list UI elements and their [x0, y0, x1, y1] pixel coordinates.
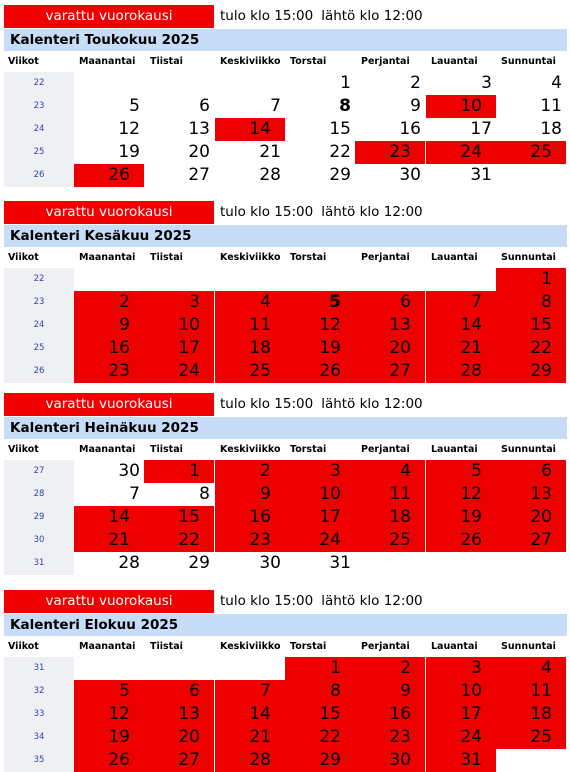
- day-cell: 4: [551, 73, 562, 93]
- empty-day-cell: [215, 72, 285, 95]
- day-cell: 31: [426, 749, 496, 772]
- day-cell: 15: [329, 119, 351, 139]
- departure-time: lähtö klo 12:00: [321, 396, 423, 412]
- day-cell: 10: [426, 95, 496, 118]
- day-cell: 18: [496, 703, 566, 726]
- week-number: 23: [4, 95, 74, 118]
- week-number: 29: [4, 506, 74, 529]
- day-cell: 22: [285, 726, 355, 749]
- day-cell: 7: [270, 96, 281, 116]
- arrival-time: tulo klo 15:00: [220, 396, 314, 412]
- day-cell: 1: [144, 460, 214, 483]
- booked-legend-box: varattu vuorokausi: [4, 5, 214, 28]
- day-cell: 23: [215, 529, 285, 552]
- day-cell: 29: [496, 360, 566, 383]
- week-row: [4, 483, 567, 506]
- week-row: [4, 703, 567, 726]
- calendar-title: Kalenteri Heinäkuu 2025: [4, 417, 567, 439]
- day-cell: 14: [215, 703, 285, 726]
- day-cell: 4: [496, 657, 566, 680]
- day-cell: 21: [74, 529, 144, 552]
- week-number: 26: [4, 164, 74, 187]
- day-cell: 1: [340, 73, 351, 93]
- day-cell: 6: [496, 460, 566, 483]
- day-cell: 2: [355, 657, 425, 680]
- day-cell: 19: [118, 142, 140, 162]
- day-cell: 23: [74, 360, 144, 383]
- day-cell: 5: [74, 680, 144, 703]
- empty-day-cell: [215, 268, 285, 291]
- empty-day-cell: [355, 268, 425, 291]
- week-number: 31: [4, 657, 74, 680]
- arrival-time: tulo klo 15:00: [220, 204, 314, 220]
- arrival-time: tulo klo 15:00: [220, 8, 314, 24]
- day-cell: 26: [74, 164, 144, 187]
- day-cell: 15: [285, 703, 355, 726]
- day-cell: 18: [355, 506, 425, 529]
- checkin-times: [220, 201, 431, 224]
- weekday-label: Torstai: [290, 56, 327, 67]
- week-row: [4, 749, 567, 772]
- day-cell: 12: [426, 483, 496, 506]
- week-column-header: Viikot: [8, 641, 39, 652]
- departure-time: lähtö klo 12:00: [321, 204, 423, 220]
- day-cell: 11: [540, 96, 562, 116]
- arrival-time: tulo klo 15:00: [220, 593, 314, 609]
- day-cell: 24: [426, 726, 496, 749]
- day-cell: 2: [410, 73, 421, 93]
- empty-day-cell: [74, 657, 144, 680]
- empty-day-cell: [496, 164, 566, 187]
- empty-day-cell: [355, 552, 425, 575]
- empty-day-cell: [144, 657, 214, 680]
- day-cell: 21: [259, 142, 281, 162]
- day-cell: 12: [118, 119, 140, 139]
- day-cell: 28: [259, 165, 281, 185]
- week-row: [4, 680, 567, 703]
- week-row: [4, 95, 567, 118]
- week-row: [4, 314, 567, 337]
- day-cell: 14: [215, 118, 285, 141]
- day-cell: 10: [426, 680, 496, 703]
- weekday-label: Tiistai: [150, 641, 183, 652]
- week-row: [4, 118, 567, 141]
- day-cell: 25: [496, 726, 566, 749]
- checkin-times: [220, 5, 431, 28]
- weekday-label: Lauantai: [431, 56, 478, 67]
- day-cell: 21: [426, 337, 496, 360]
- week-row: [4, 268, 567, 291]
- day-cell: 23: [355, 726, 425, 749]
- day-cell: 19: [426, 506, 496, 529]
- empty-day-cell: [144, 268, 214, 291]
- weekday-label: Maanantai: [79, 444, 136, 455]
- booked-legend-box: varattu vuorokausi: [4, 393, 214, 416]
- day-cell: 17: [426, 703, 496, 726]
- day-cell: 6: [199, 96, 210, 116]
- weekday-label: Sunnuntai: [501, 641, 556, 652]
- day-cell: 5: [129, 96, 140, 116]
- booked-legend-box: varattu vuorokausi: [4, 590, 214, 613]
- day-cell: 20: [355, 337, 425, 360]
- day-cell: 18: [215, 337, 285, 360]
- booked-legend: [4, 5, 567, 29]
- day-cell: 29: [329, 165, 351, 185]
- day-cell: 3: [481, 73, 492, 93]
- week-row: [4, 360, 567, 383]
- empty-day-cell: [144, 72, 214, 95]
- day-cell: 24: [144, 360, 214, 383]
- week-row: [4, 337, 567, 360]
- day-cell: 26: [426, 529, 496, 552]
- empty-day-cell: [496, 749, 566, 772]
- day-cell: 14: [74, 506, 144, 529]
- day-cell: 21: [215, 726, 285, 749]
- day-cell: 22: [144, 529, 214, 552]
- weekday-label: Torstai: [290, 641, 327, 652]
- week-number: 24: [4, 118, 74, 141]
- day-cell: 24: [426, 141, 496, 164]
- day-cell: 30: [259, 553, 281, 573]
- day-cell: 20: [188, 142, 210, 162]
- empty-day-cell: [285, 268, 355, 291]
- week-column-header: Viikot: [8, 444, 39, 455]
- weekday-label: Perjantai: [361, 252, 410, 263]
- weekday-label: Lauantai: [431, 444, 478, 455]
- calendar-title: Kalenteri Kesäkuu 2025: [4, 225, 567, 247]
- week-number: 32: [4, 680, 74, 703]
- day-cell: 3: [426, 657, 496, 680]
- day-cell: 11: [355, 483, 425, 506]
- week-number: 30: [4, 529, 74, 552]
- week-column-header: Viikot: [8, 252, 39, 263]
- week-row: [4, 726, 567, 749]
- departure-time: lähtö klo 12:00: [321, 593, 423, 609]
- day-cell: 8: [339, 96, 351, 116]
- day-cell: 1: [285, 657, 355, 680]
- empty-day-cell: [426, 268, 496, 291]
- day-cell: 3: [285, 460, 355, 483]
- day-cell: 22: [329, 142, 351, 162]
- weekday-label: Sunnuntai: [501, 252, 556, 263]
- weekday-label: Perjantai: [361, 444, 410, 455]
- empty-day-cell: [426, 552, 496, 575]
- day-cell: 1: [496, 268, 566, 291]
- day-cell: 17: [144, 337, 214, 360]
- weekday-label: Perjantai: [361, 56, 410, 67]
- day-cell: 29: [188, 553, 210, 573]
- day-cell: 26: [74, 749, 144, 772]
- weekday-label: Perjantai: [361, 641, 410, 652]
- day-cell: 28: [118, 553, 140, 573]
- day-cell: 10: [144, 314, 214, 337]
- weekday-label: Sunnuntai: [501, 56, 556, 67]
- week-column-header: Viikot: [8, 56, 39, 67]
- weekday-label: Maanantai: [79, 252, 136, 263]
- weekday-label: Keskiviikko: [220, 444, 281, 455]
- weekday-label: Lauantai: [431, 641, 478, 652]
- day-cell: 6: [355, 291, 425, 314]
- day-cell: 27: [496, 529, 566, 552]
- weekday-header: [4, 636, 567, 657]
- day-cell: 12: [285, 314, 355, 337]
- day-cell: 27: [188, 165, 210, 185]
- day-cell: 30: [399, 165, 421, 185]
- week-number: 31: [4, 552, 74, 575]
- weekday-label: Keskiviikko: [220, 56, 281, 67]
- week-number: 28: [4, 483, 74, 506]
- week-number: 25: [4, 141, 74, 164]
- week-number: 25: [4, 337, 74, 360]
- weekday-label: Keskiviikko: [220, 252, 281, 263]
- week-row: [4, 164, 567, 187]
- day-cell: 31: [329, 553, 351, 573]
- booked-legend-box: varattu vuorokausi: [4, 201, 214, 224]
- day-cell: 13: [355, 314, 425, 337]
- day-cell: 25: [496, 141, 566, 164]
- checkin-times: [220, 590, 431, 613]
- calendar-title: Kalenteri Toukokuu 2025: [4, 29, 567, 51]
- weekday-label: Tiistai: [150, 444, 183, 455]
- day-cell: 20: [496, 506, 566, 529]
- day-cell: 2: [215, 460, 285, 483]
- day-cell: 27: [144, 749, 214, 772]
- week-row: [4, 72, 567, 95]
- day-cell: 25: [215, 360, 285, 383]
- weekday-header: [4, 51, 567, 72]
- month-calendar: [4, 590, 567, 772]
- day-cell: 24: [285, 529, 355, 552]
- week-number: 26: [4, 360, 74, 383]
- empty-day-cell: [215, 657, 285, 680]
- week-row: [4, 141, 567, 164]
- day-cell: 13: [188, 119, 210, 139]
- day-cell: 31: [470, 165, 492, 185]
- day-cell: 17: [285, 506, 355, 529]
- day-cell: 4: [215, 291, 285, 314]
- day-cell: 7: [215, 680, 285, 703]
- month-calendar: [4, 5, 567, 187]
- week-number: 35: [4, 749, 74, 772]
- day-cell: 8: [285, 680, 355, 703]
- day-cell: 9: [215, 483, 285, 506]
- day-cell: 28: [215, 749, 285, 772]
- day-cell: 19: [74, 726, 144, 749]
- day-cell: 26: [285, 360, 355, 383]
- weekday-label: Tiistai: [150, 252, 183, 263]
- empty-day-cell: [74, 72, 144, 95]
- weekday-label: Maanantai: [79, 641, 136, 652]
- day-cell: 2: [74, 291, 144, 314]
- week-row: [4, 529, 567, 552]
- weekday-label: Keskiviikko: [220, 641, 281, 652]
- day-cell: 8: [199, 484, 210, 504]
- day-cell: 18: [540, 119, 562, 139]
- month-calendar: [4, 201, 567, 383]
- weekday-label: Sunnuntai: [501, 444, 556, 455]
- weekday-label: Maanantai: [79, 56, 136, 67]
- day-cell: 5: [285, 291, 355, 314]
- day-cell: 23: [355, 141, 425, 164]
- day-cell: 28: [426, 360, 496, 383]
- day-cell: 15: [144, 506, 214, 529]
- week-row: [4, 291, 567, 314]
- booked-legend: [4, 590, 567, 614]
- day-cell: 9: [355, 680, 425, 703]
- booked-legend: [4, 393, 567, 417]
- weekday-label: Tiistai: [150, 56, 183, 67]
- day-cell: 11: [215, 314, 285, 337]
- month-calendar: [4, 393, 567, 575]
- day-cell: 19: [285, 337, 355, 360]
- week-row: [4, 552, 567, 575]
- day-cell: 7: [426, 291, 496, 314]
- departure-time: lähtö klo 12:00: [321, 8, 423, 24]
- week-row: [4, 657, 567, 680]
- day-cell: 15: [496, 314, 566, 337]
- week-number: 22: [4, 72, 74, 95]
- day-cell: 10: [285, 483, 355, 506]
- day-cell: 13: [496, 483, 566, 506]
- day-cell: 20: [144, 726, 214, 749]
- week-number: 23: [4, 291, 74, 314]
- weekday-header: [4, 439, 567, 460]
- day-cell: 5: [426, 460, 496, 483]
- empty-day-cell: [74, 268, 144, 291]
- day-cell: 16: [215, 506, 285, 529]
- week-row: [4, 460, 567, 483]
- booked-legend: [4, 201, 567, 225]
- day-cell: 30: [355, 749, 425, 772]
- day-cell: 16: [355, 703, 425, 726]
- week-number: 22: [4, 268, 74, 291]
- day-cell: 6: [144, 680, 214, 703]
- week-row: [4, 506, 567, 529]
- day-cell: 8: [496, 291, 566, 314]
- day-cell: 9: [410, 96, 421, 116]
- weekday-label: Torstai: [290, 444, 327, 455]
- week-number: 33: [4, 703, 74, 726]
- week-number: 34: [4, 726, 74, 749]
- day-cell: 3: [144, 291, 214, 314]
- weekday-label: Torstai: [290, 252, 327, 263]
- checkin-times: [220, 393, 431, 416]
- week-number: 24: [4, 314, 74, 337]
- day-cell: 16: [399, 119, 421, 139]
- day-cell: 9: [74, 314, 144, 337]
- week-number: 27: [4, 460, 74, 483]
- day-cell: 7: [129, 484, 140, 504]
- day-cell: 12: [74, 703, 144, 726]
- day-cell: 25: [355, 529, 425, 552]
- day-cell: 22: [496, 337, 566, 360]
- day-cell: 30: [118, 461, 140, 481]
- day-cell: 29: [285, 749, 355, 772]
- empty-day-cell: [496, 552, 566, 575]
- weekday-label: Lauantai: [431, 252, 478, 263]
- day-cell: 14: [426, 314, 496, 337]
- day-cell: 27: [355, 360, 425, 383]
- day-cell: 4: [355, 460, 425, 483]
- day-cell: 13: [144, 703, 214, 726]
- day-cell: 17: [470, 119, 492, 139]
- day-cell: 16: [74, 337, 144, 360]
- calendar-title: Kalenteri Elokuu 2025: [4, 614, 567, 636]
- weekday-header: [4, 247, 567, 268]
- day-cell: 11: [496, 680, 566, 703]
